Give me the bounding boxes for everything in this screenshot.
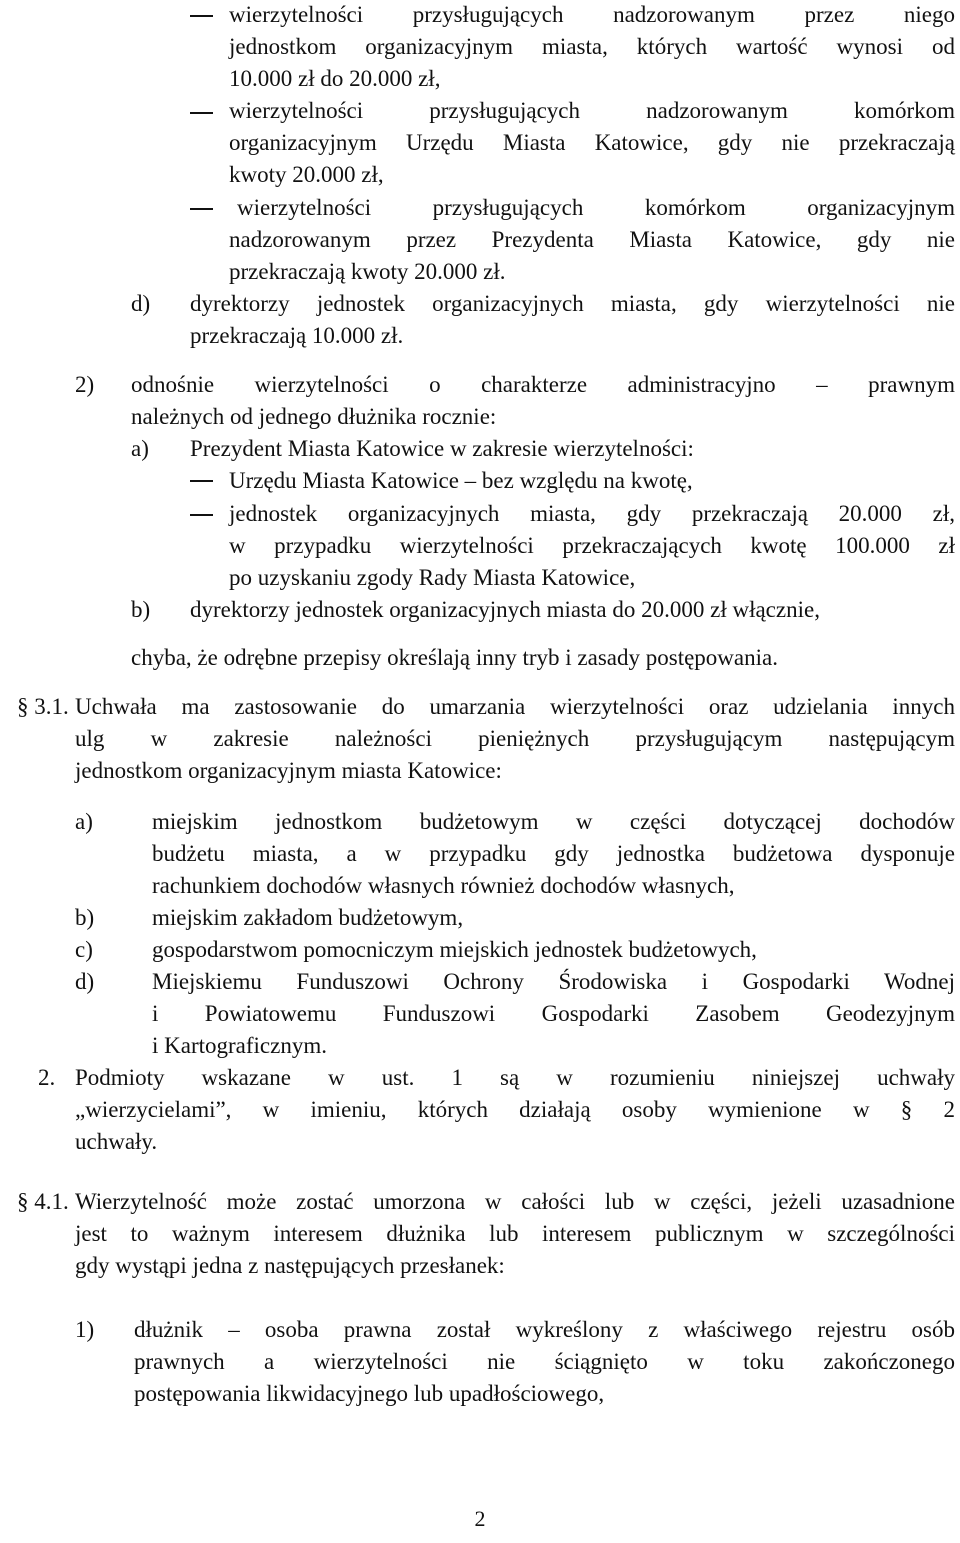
text-line: odnośnie wierzytelności o charakterze administracyjno – prawnym <box>131 372 955 397</box>
text-line: w przypadku wierzytelności przekraczających kwotę 100.000 zł <box>229 533 955 558</box>
text-line: organizacyjnym Urzędu Miasta Katowice, gdy nie przekraczają <box>229 130 955 155</box>
text-line: „wierzycielami”, w imieniu, których działają osoby wymienione w § 2 <box>75 1097 955 1122</box>
text-line: jednostkom organizacyjnym miasta Katowice: <box>75 758 502 783</box>
dash-bullet <box>190 208 213 210</box>
text-line: jednostek organizacyjnych miasta, gdy przekraczają 20.000 zł, <box>229 501 955 526</box>
text-line: uchwały. <box>75 1129 158 1154</box>
section-number: § 3.1. <box>17 694 69 719</box>
text-line: i Kartograficznym. <box>152 1033 327 1058</box>
text-line: prawnych a wierzytelności nie ściągnięto w toku zakończonego <box>134 1349 955 1374</box>
list-marker: a) <box>75 809 93 834</box>
text-line: po uzyskaniu zgody Rady Miasta Katowice, <box>229 565 636 590</box>
text-line: dyrektorzy jednostek organizacyjnych miasta do 20.000 zł włącznie, <box>190 597 820 622</box>
text-line: i Powiatowemu Funduszowi Gospodarki Zasobem Geodezyjnym <box>152 1001 955 1026</box>
text-line: przekraczają kwoty 20.000 zł. <box>229 259 506 284</box>
text-line: gospodarstwom pomocniczym miejskich jednostek budżetowych, <box>152 937 757 962</box>
list-marker: 2. <box>38 1065 56 1090</box>
text-line: Podmioty wskazane w ust. 1 są w rozumieniu niniejszej uchwały <box>75 1065 955 1090</box>
text-line: 10.000 zł do 20.000 zł, <box>229 66 441 91</box>
list-marker: b) <box>131 597 151 622</box>
text-line: dłużnik – osoba prawna został wykreślony z właściwego rejestru osób <box>134 1317 955 1342</box>
dash-bullet <box>190 514 213 516</box>
list-marker: d) <box>131 291 151 316</box>
page-number: 2 <box>474 1506 486 1531</box>
text-line: Wierzytelność może zostać umorzona w całości lub w części, jeżeli uzasadnione <box>75 1189 955 1214</box>
text-line: kwoty 20.000 zł, <box>229 162 384 187</box>
dash-bullet <box>190 15 213 17</box>
text-line: Miejskiemu Funduszowi Ochrony Środowiska i Gospodarki Wodnej <box>152 969 955 994</box>
text-line: Uchwała ma zastosowanie do umarzania wierzytelności oraz udzielania innych <box>75 694 955 719</box>
list-marker: 1) <box>75 1317 95 1342</box>
text-line: przekraczają 10.000 zł. <box>190 323 404 348</box>
text-line: wierzytelności przysługujących nadzorowanym przez niego <box>229 2 955 27</box>
text-line: postępowania likwidacyjnego lub upadłościowego, <box>134 1381 605 1406</box>
list-marker: d) <box>75 969 95 994</box>
text-line: jednostkom organizacyjnym miasta, których wartość wynosi od <box>229 34 955 59</box>
text-line: Urzędu Miasta Katowice – bez względu na kwotę, <box>229 468 693 493</box>
text-line: rachunkiem dochodów własnych również dochodów własnych, <box>152 873 735 898</box>
text-line: nadzorowanym przez Prezydenta Miasta Katowice, gdy nie <box>229 227 955 252</box>
text-line: miejskim jednostkom budżetowym w części dotyczącej dochodów <box>152 809 955 834</box>
text-line: budżetu miasta, a w przypadku gdy jednostka budżetowa dysponuje <box>152 841 955 866</box>
text-line: ulg w zakresie należności pieniężnych przysługującym następującym <box>75 726 955 751</box>
dash-bullet <box>190 112 213 114</box>
list-marker: b) <box>75 905 95 930</box>
text-line: dyrektorzy jednostek organizacyjnych miasta, gdy wierzytelności nie <box>190 291 955 316</box>
section-number: § 4.1. <box>17 1189 69 1214</box>
text-line: chyba, że odrębne przepisy określają inny tryb i zasady postępowania. <box>131 645 778 670</box>
text-line: należnych od jednego dłużnika rocznie: <box>131 404 497 429</box>
dash-bullet <box>190 480 213 482</box>
list-marker: 2) <box>75 372 95 397</box>
text-line: miejskim zakładom budżetowym, <box>152 905 464 930</box>
text-line: gdy wystąpi jedna z następujących przesłanek: <box>75 1253 505 1278</box>
text-line: Prezydent Miasta Katowice w zakresie wierzytelności: <box>190 436 694 461</box>
text-line: wierzytelności przysługujących nadzorowanym komórkom <box>229 98 955 123</box>
text-line: jest to ważnym interesem dłużnika lub interesem publicznym w szczególności <box>75 1221 955 1246</box>
list-marker: c) <box>75 937 93 962</box>
text-line: wierzytelności przysługujących komórkom organizacyjnym <box>237 195 955 220</box>
list-marker: a) <box>131 436 149 461</box>
